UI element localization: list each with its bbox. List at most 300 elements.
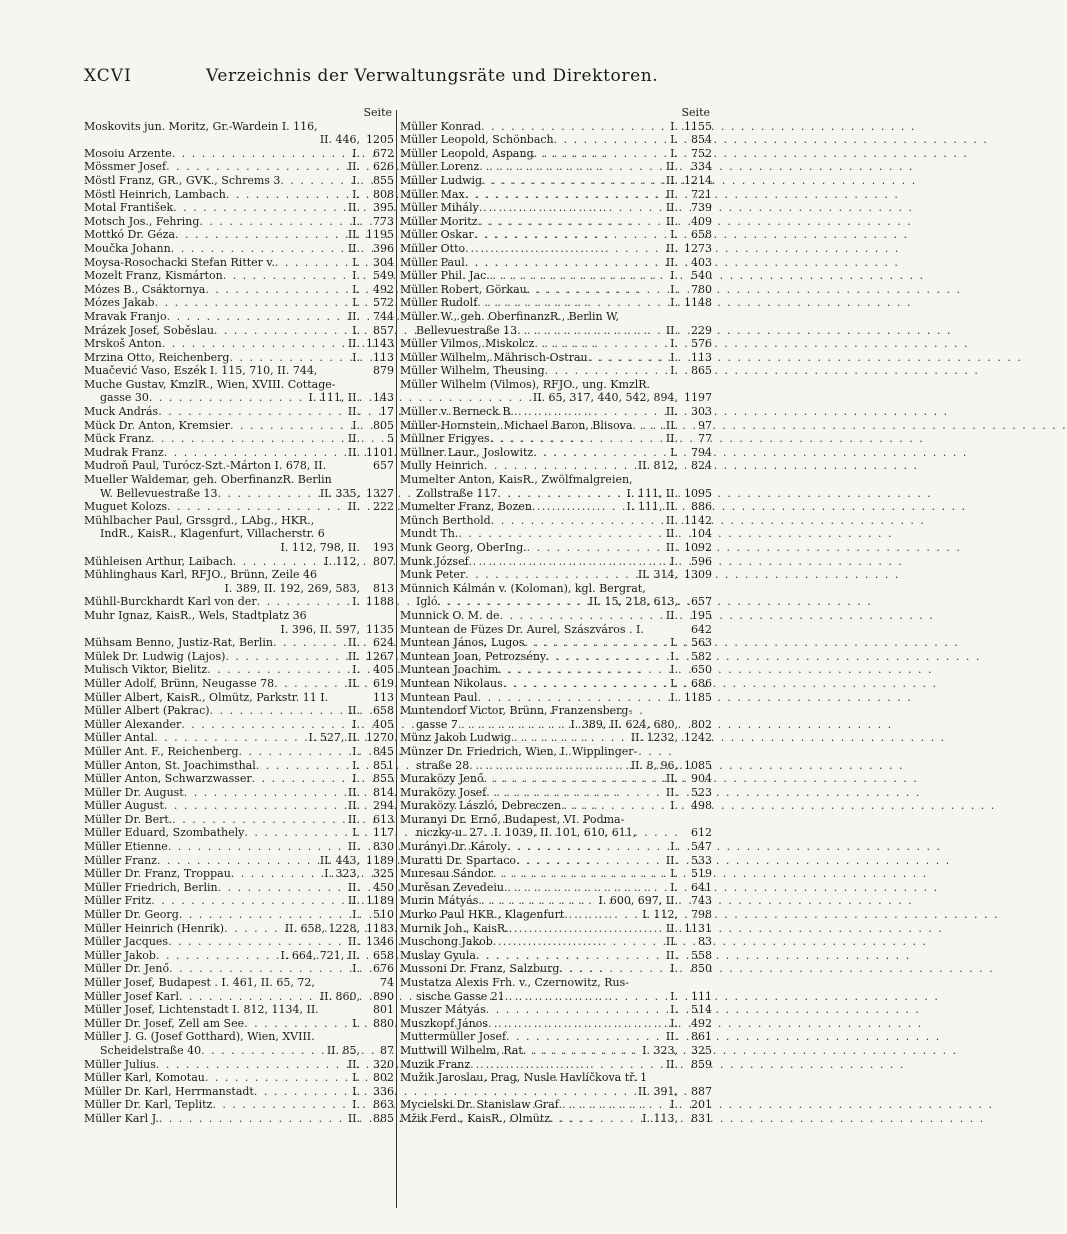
index-entry (84, 120, 394, 147)
entry-line (400, 881, 712, 895)
page-reference: 845 (373, 744, 394, 758)
entry-name: Murin Mátyás (400, 894, 479, 908)
entry-name: Motsch Jos., Fehring (84, 214, 200, 228)
volume-reference: I. (670, 663, 678, 677)
leader-dots (254, 1085, 350, 1099)
volume-reference: I. 600, 697, II. (598, 894, 678, 908)
volume-reference: I. (670, 337, 678, 351)
page-reference: 650 (691, 663, 712, 677)
index-entry (400, 772, 712, 786)
volume-reference: I. (352, 187, 360, 201)
entry-name: I. 396, II. 597, (280, 622, 360, 636)
volume-reference: I. (352, 908, 360, 922)
leader-dots (214, 324, 350, 338)
entry-line (84, 269, 394, 283)
page-reference: 74 (380, 976, 394, 989)
page-reference: 676 (373, 962, 394, 976)
leader-dots (465, 242, 664, 256)
page-reference: 1189 (366, 894, 394, 908)
index-entry (400, 242, 712, 256)
volume-reference: I. (352, 1016, 360, 1030)
entry-line (400, 908, 712, 922)
entry-name: Müller Konrad (400, 119, 482, 133)
entry-line (84, 1058, 394, 1072)
entry-line (84, 174, 394, 188)
entry-name: Müller Leopold, Schönbach (400, 133, 554, 147)
index-entry (400, 663, 712, 677)
entry-line (84, 324, 394, 338)
index-entry (84, 160, 394, 174)
leader-dots (179, 908, 350, 922)
leader-dots (507, 840, 668, 854)
entry-name: Müller Rudolf (400, 296, 478, 310)
entry-line (84, 894, 394, 908)
volume-reference: II. (665, 405, 678, 419)
leader-dots (244, 1017, 350, 1031)
entry-name: Muntean Joan, Petrozsény (400, 649, 547, 663)
index-entry (84, 459, 394, 473)
leader-dots (632, 419, 663, 433)
volume-reference: II. 1232, (630, 731, 678, 745)
entry-name: Müller Wilhelm, Theusing (400, 364, 545, 378)
page-reference: 813 (373, 581, 394, 595)
entry-line (84, 1112, 394, 1126)
volume-reference: I. (352, 350, 360, 364)
entry-continuation-line (84, 1044, 394, 1058)
leader-dots (274, 677, 346, 691)
entry-line (400, 555, 712, 569)
entry-line (84, 296, 394, 310)
entry-line (400, 1058, 712, 1072)
leader-dots (159, 1112, 346, 1126)
index-entry (84, 813, 394, 827)
entry-line (84, 1017, 394, 1031)
entry-name: Müllner Frigyes (400, 432, 490, 446)
index-entry (400, 133, 712, 147)
entry-line (400, 269, 712, 283)
page-reference: 880 (373, 1016, 394, 1030)
index-entry (400, 894, 712, 908)
entry-line (400, 228, 712, 242)
page-reference: 117 (373, 826, 394, 840)
page-reference: 576 (691, 337, 712, 351)
volume-reference: II. (347, 241, 360, 255)
entry-name: Moučka Johann (84, 241, 171, 255)
entry-line (84, 337, 394, 351)
index-entry (400, 1044, 712, 1058)
entry-line (400, 568, 712, 582)
page-reference: 802 (373, 1071, 394, 1085)
entry-name: Müller-Hornstein, Michael Baron, Blisova (400, 418, 633, 432)
entry-name: Muttwill Wilhelm, Rat (400, 1043, 523, 1057)
page-reference: 1327 (366, 486, 394, 500)
page-reference: 780 (691, 282, 712, 296)
page-reference: 1195 (366, 228, 394, 242)
entry-name: Müller Wilhelm (Vilmos), RFJO., ung. KmzlR. (400, 377, 651, 391)
index-entry (400, 160, 712, 174)
index-entry (84, 405, 394, 419)
volume-reference: II. (347, 201, 360, 215)
index-entry (84, 283, 394, 297)
entry-name: Scheidelstraße 40 (100, 1043, 202, 1057)
entry-name: gasse 7 (416, 717, 458, 731)
index-entry (400, 854, 712, 868)
entry-line (84, 799, 394, 813)
entry-name: straße 28 (416, 758, 470, 772)
entry-name: Münz Jakob Ludwig (400, 731, 511, 745)
volume-reference: II. (347, 840, 360, 854)
entry-name: Mühll-Burckhardt Karl von der (84, 595, 257, 609)
entry-continuation-line (84, 623, 394, 637)
entry-name: Moskovits jun. Moritz, Gr.-Wardein I. 116, (84, 119, 318, 133)
page-reference: 612 (691, 826, 712, 840)
entry-name: Müller Friedrich, Berlin (84, 880, 218, 894)
index-entry (400, 1112, 712, 1126)
entry-name: Mózes Jakab (84, 296, 155, 310)
volume-reference: I. (670, 228, 678, 242)
leader-dots (465, 568, 636, 582)
index-entry (84, 432, 394, 446)
index-entry (84, 867, 394, 881)
entry-name: Murko Paul HKR., Klagenfurt (400, 908, 565, 922)
page-reference: 111 (691, 989, 712, 1003)
page-reference: 808 (373, 187, 394, 201)
entry-name: Muntendorf Victor, Brünn, Franzensberg- (400, 704, 633, 718)
entry-line (84, 786, 394, 800)
leader-dots (490, 269, 668, 283)
volume-reference: II. (347, 445, 360, 459)
leader-dots (438, 595, 587, 609)
entry-line (84, 419, 394, 433)
entry-name: Müller Dr. Bert. (84, 812, 173, 826)
entry-line (400, 514, 712, 528)
index-entry (84, 269, 394, 283)
leader-dots (231, 867, 322, 881)
volume-reference: II. (665, 241, 678, 255)
volume-reference: II. (347, 1111, 360, 1125)
entry-line (400, 446, 712, 460)
entry-name: Müller Karl, Komotau (84, 1071, 205, 1085)
volume-reference: I. 111, II. (626, 500, 678, 514)
leader-dots (559, 1098, 668, 1112)
page-reference: 514 (691, 1003, 712, 1017)
entry-name: Müller Otto (400, 241, 466, 255)
page-reference: 1092 (684, 541, 712, 554)
entry-line (400, 623, 712, 637)
entry-line (400, 296, 712, 310)
index-entry (400, 147, 712, 161)
index-entry (400, 405, 712, 419)
volume-reference: II. (347, 160, 360, 174)
volume-reference: II. 15, 218, 613, (588, 595, 678, 609)
volume-reference: II. (665, 323, 678, 337)
page-reference: 850 (691, 962, 712, 976)
index-entry (84, 786, 394, 800)
volume-reference: I. (670, 1016, 678, 1030)
index-entry (400, 731, 712, 745)
entry-name: Müller Albert, KaisR., Olmütz, Parkstr. 11 I. (84, 690, 329, 704)
entry-name: Mozelt Franz, Kismárton (84, 269, 223, 283)
entry-line (84, 935, 394, 949)
page-reference: 1214 (684, 173, 712, 187)
entry-name: Muačević Vaso, Eszék I. 115, 710, II. 744, (84, 364, 318, 378)
index-entry (400, 582, 712, 609)
leader-dots (205, 283, 350, 297)
leader-dots (179, 990, 318, 1004)
entry-line (400, 609, 712, 623)
leader-dots (503, 677, 668, 691)
entry-name: Mück Franz (84, 432, 151, 446)
entry-name: Muraközy László, Debreczen (400, 799, 562, 813)
entry-line (400, 935, 712, 949)
index-entry (400, 881, 712, 895)
leader-dots (484, 459, 636, 473)
index-entry (400, 962, 712, 976)
volume-reference: I. (352, 173, 360, 187)
index-entry (400, 446, 712, 460)
entry-name: Muszer Mátyás (400, 1003, 486, 1017)
leader-dots (218, 881, 346, 895)
leader-dots (173, 201, 346, 215)
page-reference: 855 (373, 772, 394, 786)
entry-line (84, 1071, 394, 1085)
page-reference: 721 (691, 187, 712, 201)
volume-reference: I. 389, II. 624, 680, (570, 717, 678, 731)
entry-line (400, 840, 712, 854)
entry-name: Mundt Th. (400, 527, 459, 541)
index-entry (84, 242, 394, 256)
leader-dots (533, 446, 668, 460)
page-reference: 1188 (366, 595, 394, 609)
page-reference: 547 (691, 840, 712, 854)
page-reference: 619 (373, 676, 394, 690)
leader-dots (275, 256, 350, 270)
entry-name: Muzik Franz (400, 1057, 471, 1071)
page-reference: 626 (373, 160, 394, 174)
leader-dots (469, 759, 629, 773)
entry-name: Müller Ludwig (400, 173, 483, 187)
entry-line (400, 188, 712, 202)
volume-reference: II. (347, 649, 360, 663)
volume-reference: I. (670, 690, 678, 704)
volume-reference: II. (347, 812, 360, 826)
index-entry (400, 269, 712, 283)
entry-name: Mühleisen Arthur, Laibach (84, 554, 233, 568)
leader-dots (474, 228, 668, 242)
index-entry (84, 759, 394, 773)
index-entry (84, 337, 394, 351)
entry-name: Mumelter Anton, KaisR., Zwölfmalgreien, (400, 473, 633, 487)
leader-dots (491, 514, 664, 528)
entry-name: Zollstraße 117 (416, 486, 498, 500)
index-entry (400, 704, 712, 731)
entry-name: Muhr Ignaz, KaisR., Wels, Stadtplatz 36 (84, 608, 307, 622)
volume-reference: II. (665, 935, 678, 949)
page-reference: 624 (373, 636, 394, 650)
volume-reference: I. 113, (642, 1111, 678, 1125)
entry-continuation-line (84, 487, 394, 501)
page-reference: 739 (691, 201, 712, 215)
leader-dots (239, 745, 351, 759)
entry-line (84, 1098, 394, 1112)
entry-line (84, 160, 394, 174)
index-entry (84, 568, 394, 595)
volume-reference: I. 664, 721, II. (280, 948, 360, 962)
entry-line (84, 1085, 394, 1099)
page-reference: 658 (373, 948, 394, 962)
page-reference: 1267 (366, 649, 394, 663)
entry-line (400, 962, 712, 976)
page-reference: 1273 (684, 241, 712, 255)
index-entry (400, 745, 712, 772)
entry-line (400, 473, 712, 487)
entry-line (84, 283, 394, 297)
page-reference: 686 (691, 676, 712, 690)
index-entry (400, 174, 712, 188)
index-entry (400, 351, 712, 365)
page-reference: 863 (373, 1098, 394, 1112)
page-reference: 865 (691, 364, 712, 378)
entry-line (84, 718, 394, 732)
entry-line (84, 459, 394, 473)
index-entry (84, 310, 394, 324)
page-reference: 325 (691, 1043, 712, 1057)
entry-name: Müller v. Berneck B. (400, 405, 514, 419)
entry-line (84, 609, 394, 623)
entry-name: Müller Dr. Georg (84, 908, 179, 922)
entry-name: Motal František (84, 201, 174, 215)
index-entry (84, 745, 394, 759)
entry-line (84, 949, 394, 963)
leader-dots (224, 922, 283, 936)
volume-reference: II. (347, 894, 360, 908)
entry-name: Munnick O. M. de (400, 608, 500, 622)
entry-line (84, 677, 394, 691)
entry-line (84, 1003, 394, 1017)
volume-reference: I. (670, 350, 678, 364)
page-reference: 658 (373, 704, 394, 718)
entry-continuation-line (84, 391, 394, 405)
entry-name: Müller Robert, Görkau (400, 282, 527, 296)
leader-dots (523, 1044, 640, 1058)
entry-line (84, 650, 394, 664)
volume-reference: II. (347, 500, 360, 514)
volume-reference: I. (670, 962, 678, 976)
index-entry (84, 718, 394, 732)
entry-name: Müller Eduard, Szombathely (84, 826, 245, 840)
entry-line (400, 867, 712, 881)
leader-dots (169, 962, 350, 976)
page-reference: 1131 (684, 921, 712, 935)
entry-name: Müller Heinrich (Henrik) (84, 921, 225, 935)
index-entry (84, 256, 394, 270)
leader-dots (257, 595, 351, 609)
entry-line (84, 922, 394, 936)
volume-reference: I. (670, 636, 678, 650)
entry-line (84, 1030, 394, 1044)
index-entry (400, 473, 712, 500)
entry-line (400, 432, 712, 446)
entry-name: W. Bellevuestraße 13 (100, 486, 218, 500)
leader-dots (498, 487, 625, 501)
index-entry (400, 337, 712, 351)
entry-continuation-line (400, 759, 712, 773)
entry-name: Muck András (84, 405, 159, 419)
entry-name: Mužik Jaroslau, Prag, Nusle Havlíčkova tř. 1 (400, 1071, 648, 1085)
entry-continuation-line (400, 826, 712, 840)
page-reference: 405 (373, 663, 394, 677)
volume-reference: I. 323, (324, 867, 360, 881)
index-entry (400, 623, 712, 637)
page-reference: 558 (691, 948, 712, 962)
volume-reference: I. (670, 649, 678, 663)
entry-name: Müllner Laur., Joslowitz (400, 445, 534, 459)
page-reference: 658 (691, 228, 712, 242)
entry-name: II. 65, 317, 440, 542, 894, (532, 391, 678, 405)
index-column-left (84, 106, 394, 1126)
page-reference: 405 (373, 717, 394, 731)
entry-line (84, 351, 394, 365)
seite-label: Seite (681, 106, 710, 119)
volume-reference: II. (347, 309, 360, 323)
leader-dots (550, 1112, 640, 1126)
entry-line (400, 1017, 712, 1031)
leader-dots (229, 351, 350, 365)
page-reference: 492 (373, 282, 394, 296)
volume-reference: II. (665, 1057, 678, 1071)
leader-dots (207, 663, 350, 677)
entry-line (84, 840, 394, 854)
entry-line (84, 691, 394, 705)
leader-dots (458, 718, 569, 732)
page-reference: 113 (691, 350, 712, 364)
index-entry (400, 555, 712, 569)
entry-name: Müller Josef Karl (84, 989, 179, 1003)
index-entry (84, 881, 394, 895)
entry-name: Müller Franz (84, 853, 157, 867)
index-entry (84, 691, 394, 705)
page-reference: 229 (691, 323, 712, 337)
entry-line (400, 405, 712, 419)
leader-dots (172, 147, 350, 161)
index-entry (84, 990, 394, 1004)
page-reference: 396 (373, 241, 394, 255)
page-reference: 104 (691, 527, 712, 541)
page-reference: 572 (373, 296, 394, 310)
index-entry (400, 201, 712, 215)
leader-dots (498, 663, 668, 677)
page-reference: 801 (373, 1003, 394, 1017)
entry-line (84, 704, 394, 718)
entry-continuation-line (84, 133, 394, 147)
index-entry (84, 636, 394, 650)
index-entry (84, 378, 394, 405)
entry-line (400, 1112, 712, 1126)
entry-line (400, 378, 712, 392)
page-reference: 409 (691, 214, 712, 228)
index-entry (84, 935, 394, 949)
entry-line (400, 1098, 712, 1112)
entry-line (84, 731, 394, 745)
entry-line (84, 120, 394, 134)
entry-name: Mussoni Dr. Franz, Salzburg (400, 962, 560, 976)
page-reference: 113 (373, 350, 394, 364)
volume-reference: II. (347, 799, 360, 813)
index-entry (400, 609, 712, 623)
entry-line (400, 215, 712, 229)
leader-dots (504, 881, 668, 895)
leader-dots (478, 691, 669, 705)
